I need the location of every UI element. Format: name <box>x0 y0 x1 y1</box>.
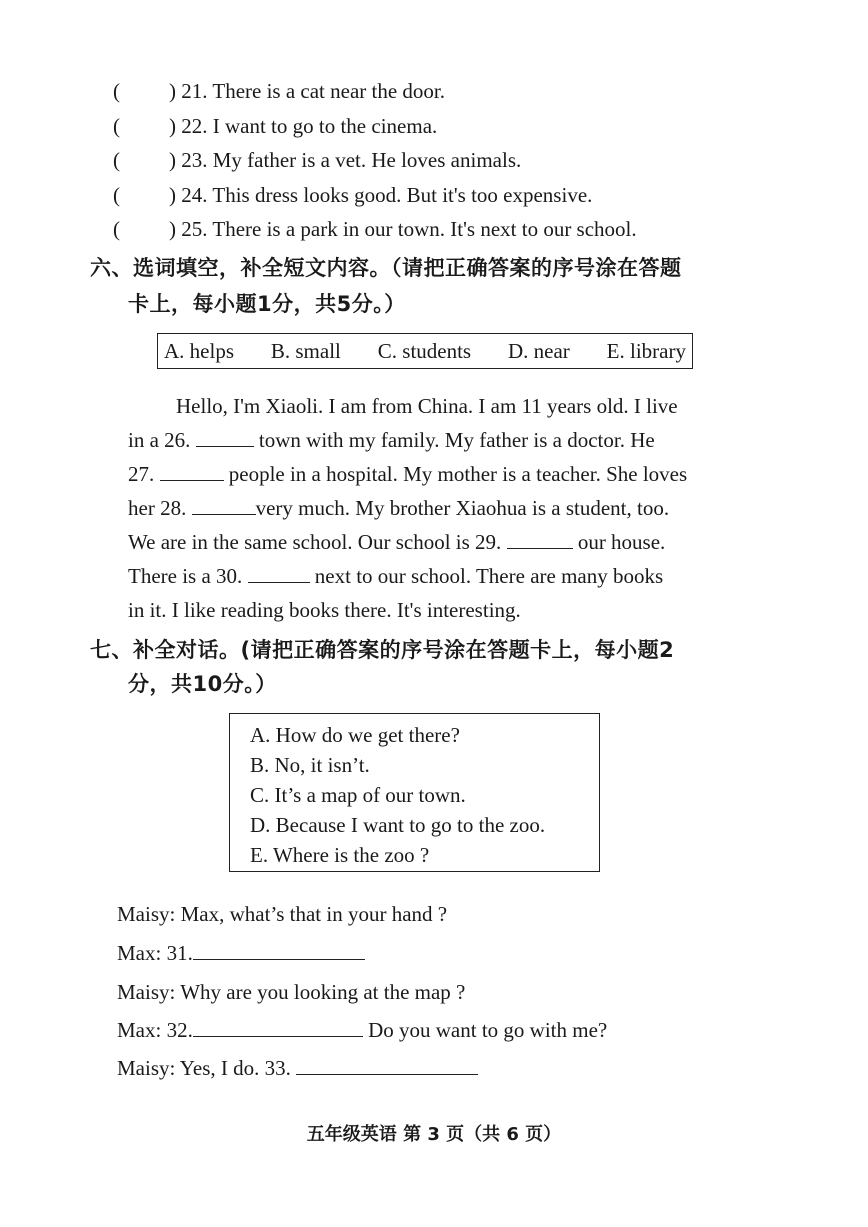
question-23: ) 23. My father is a vet. He loves animals. <box>169 148 522 172</box>
dialogue-option-c: C. It’s a map of our town. <box>250 783 466 807</box>
word-option-a: A. helps <box>164 338 234 363</box>
section6-heading-line2: 卡上，每小题1分，共5分。） <box>128 292 406 316</box>
section7-heading-line1: 七、补全对话。(请把正确答案的序号涂在答题卡上，每小题2 <box>90 638 675 662</box>
word-option-e: E. library <box>606 338 686 363</box>
passage-line: Hello, I'm Xiaoli. I am from China. I am 11 years old. I live <box>176 394 678 418</box>
passage-line: in a 26. town with my family. My father is a doctor. He <box>128 428 655 452</box>
blank-28[interactable] <box>192 496 256 515</box>
answer-paren: ( <box>113 79 120 103</box>
blank-27[interactable] <box>160 462 224 481</box>
answer-paren: ( <box>113 114 120 138</box>
blank-26[interactable] <box>196 428 254 447</box>
dialogue-line: Maisy: Why are you looking at the map ? <box>117 980 466 1004</box>
question-21: ) 21. There is a cat near the door. <box>169 79 446 103</box>
passage-line: 27. people in a hospital. My mother is a teacher. She loves <box>128 462 688 486</box>
dialogue-line: Max: 31. <box>117 941 365 966</box>
dialogue-line: Max: 32. Do you want to go with me? <box>117 1018 608 1042</box>
blank-32[interactable] <box>193 1018 363 1037</box>
question-24: ) 24. This dress looks good. But it's too expensive. <box>169 183 593 207</box>
question-25: ) 25. There is a park in our town. It's next to our school. <box>169 217 637 241</box>
passage-line: There is a 30. next to our school. There are many books <box>128 564 664 588</box>
dialogue-line: Maisy: Yes, I do. 33. <box>117 1056 478 1081</box>
dialogue-option-d: D. Because I want to go to the zoo. <box>250 813 546 837</box>
section6-heading-line1: 六、选词填空，补全短文内容。（请把正确答案的序号涂在答题 <box>90 256 682 280</box>
dialogue-line: Maisy: Max, what’s that in your hand ? <box>117 902 448 926</box>
dialogue-option-e: E. Where is the zoo ? <box>250 843 430 867</box>
answer-paren: ( <box>113 148 120 172</box>
word-option-c: C. students <box>377 338 472 363</box>
page-footer: 五年级英语 第 3 页（共 6 页） <box>306 1124 562 1145</box>
blank-29[interactable] <box>507 530 573 549</box>
question-22: ) 22. I want to go to the cinema. <box>169 114 438 138</box>
passage-line: in it. I like reading books there. It's interesting. <box>128 598 521 622</box>
dialogue-options-box <box>229 713 600 872</box>
word-option-d: D. near <box>507 338 570 363</box>
answer-paren: ( <box>113 183 120 207</box>
blank-31[interactable] <box>193 941 365 960</box>
answer-paren: ( <box>113 217 120 241</box>
dialogue-option-a: A. How do we get there? <box>250 723 460 747</box>
dialogue-option-b: B. No, it isn’t. <box>250 753 370 777</box>
section7-heading-line2: 分，共10分。） <box>128 672 277 696</box>
passage-line: We are in the same school. Our school is 29. our house. <box>128 530 666 554</box>
word-option-b: B. small <box>270 338 341 363</box>
blank-33[interactable] <box>296 1056 478 1075</box>
passage-line: her 28. very much. My brother Xiaohua is a student, too. <box>128 496 670 520</box>
blank-30[interactable] <box>248 564 310 583</box>
cloze-passage <box>128 394 748 634</box>
word-bank <box>157 333 693 369</box>
